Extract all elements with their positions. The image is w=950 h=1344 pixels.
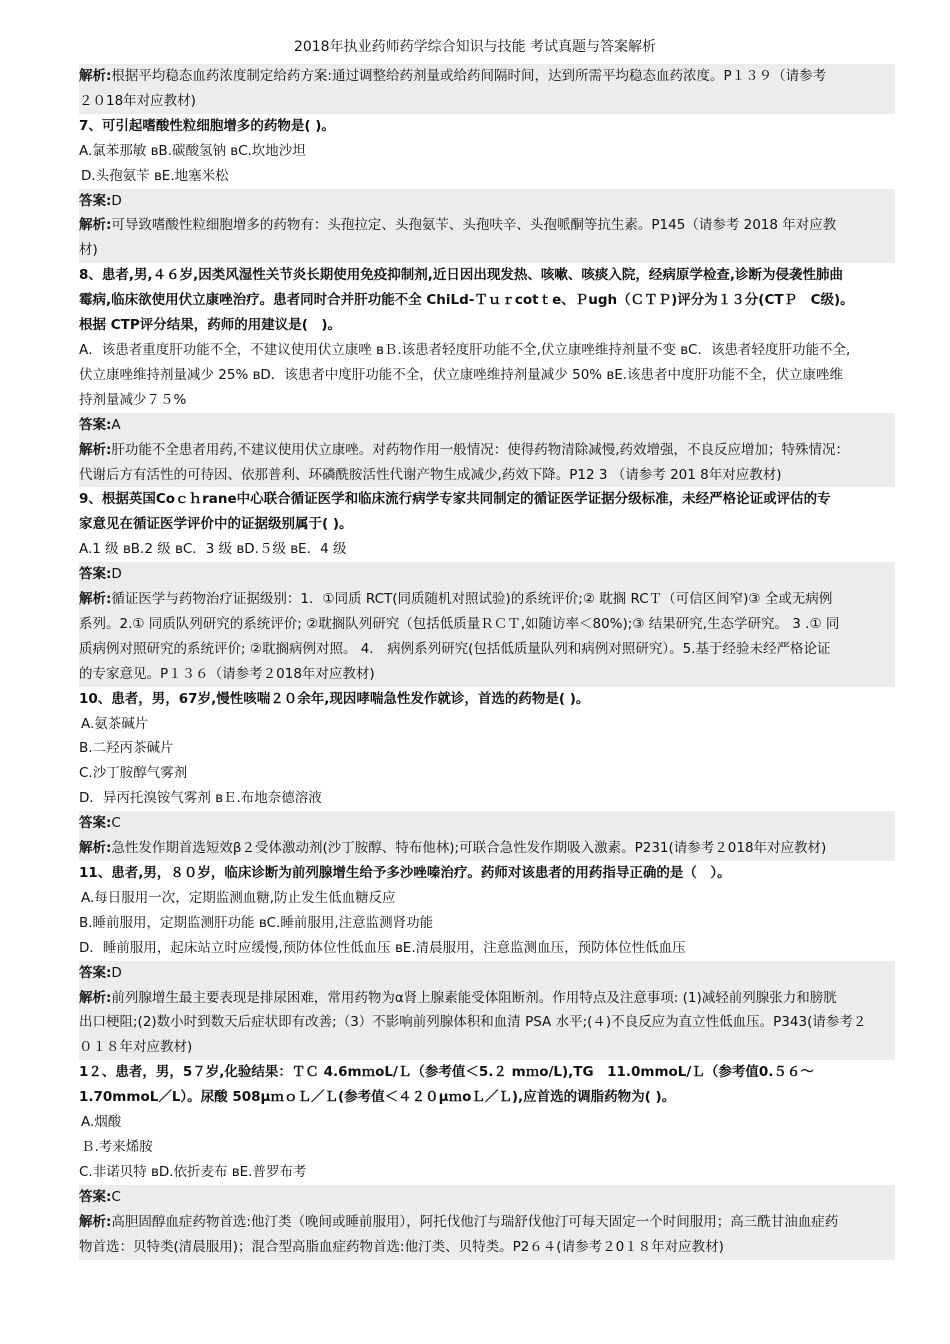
- line-text: 系列。2.① 同质队列研究的系统评价; ②耽搁队列研究（包括低质量ＲＣＴ,如随访率＜80%);③ 结果研究,生态学研究。 3 .① 同: [79, 615, 840, 632]
- answer-explanation-line: [79, 463, 895, 488]
- line-text: A.每日服用一次，定期监测血糖,防止发生低血糖反应: [81, 889, 396, 906]
- line-label: 解析:: [79, 68, 112, 84]
- question-line: [79, 263, 895, 288]
- text-line: [79, 936, 895, 961]
- line-text: A.1 级 ʙB.2 级 ʙC．3 级 ʙD.５级 ʙE．4 级: [79, 541, 347, 558]
- line-text: 质病例对照研究的系统评价; ②耽搁病例对照。 4． 病例系列研究(包括低质量队列和病例对照研究）。5.基于经验未经严格论证: [79, 640, 831, 657]
- question-line: [79, 687, 895, 712]
- line-text: 霉病,临床欲使用伏立康唑治疗。患者同时合并肝功能不全 ChiLd-Ｔｕｒcotｔe、Ｐugh（ＣＴＰ)评分为１３分(CTＰ C级)。: [79, 292, 854, 309]
- answer-explanation-line: [79, 1185, 895, 1210]
- line-label: 解析:: [79, 989, 112, 1006]
- line-label: 答案:: [79, 964, 112, 981]
- line-text: 前列腺增生最主要表现是排尿困难，常用药物为α肾上腺素能受体阻断剂。作用特点及注意事项: (1)减轻前列腺张力和膀胱: [111, 989, 837, 1006]
- line-text: 代谢后方有活性的可待因、依那普利、环磷酰胺活性代谢产物生成减少,药效下降。P12 3 （请参考 201 8年对应教材): [79, 466, 782, 483]
- answer-explanation-line: [79, 811, 895, 836]
- line-text: D．睡前服用，起床站立时应缓慢,预防体位性低血压 ʙE.清晨服用，注意监测血压，预防体位性低血压: [79, 939, 686, 956]
- line-text: C: [111, 1188, 121, 1205]
- answer-explanation-line: [79, 612, 895, 637]
- line-text: 出口梗阻;(2)数小时到数天后症状即有改善;（3）不影响前列腺体积和血清 PSA 水平;(４)不良反应为直立性低血压。P343(请参考２: [79, 1014, 867, 1031]
- answer-explanation-line: [79, 413, 895, 438]
- line-text: 伏立康唑维持剂量减少 25% ʙD．该患者中度肝功能不全，伏立康唑维持剂量减少 50% ʙE.该患者中度肝功能不全，伏立康唑维: [79, 366, 844, 383]
- text-line: [79, 1110, 895, 1135]
- line-label: 答案:: [79, 416, 112, 433]
- answer-explanation-line: [79, 89, 895, 114]
- line-text: 1.70mmoL／L）。尿酸 508μｍｏＬ／Ｌ(参考值＜４２０μｍoＬ／Ｌ),应首选的调脂药物为( )。: [79, 1089, 676, 1106]
- line-text: 材): [79, 242, 98, 259]
- line-label: 答案:: [79, 815, 112, 832]
- line-label: 答案:: [79, 566, 112, 583]
- answer-explanation-line: [79, 562, 895, 587]
- answer-explanation-line: [79, 836, 895, 861]
- line-text: 可导致嗜酸性粒细胞增多的药物有：头孢拉定、头孢氨苄、头孢呋辛、头孢哌酮等抗生素。P145（请参考 2018 年对应教: [111, 217, 837, 234]
- question-line: [79, 1060, 895, 1085]
- line-text: Ｂ.考来烯胺: [81, 1138, 153, 1155]
- line-label: 解析:: [79, 1213, 112, 1230]
- line-label: 答案:: [79, 192, 112, 209]
- text-line: [79, 1135, 895, 1160]
- text-line: [79, 712, 895, 737]
- line-text: 持剂量减少７５%: [79, 391, 187, 408]
- question-line: [79, 512, 895, 537]
- line-text: 10、患者，男，67岁,慢性咳喘２０余年,现因哮喘急性发作就诊，首选的药物是( )。: [79, 690, 590, 707]
- text-line: [79, 736, 895, 761]
- line-text: A.氨茶碱片: [81, 715, 149, 732]
- line-label: 解析:: [79, 840, 112, 857]
- line-text: 的专家意见。P１３６（请参考２018年对应教材): [79, 665, 375, 682]
- question-line: [79, 313, 895, 338]
- line-text: 高胆固醇血症药物首选:他汀类（晚间或睡前服用），阿托伐他汀与瑞舒伐他汀可每天固定一个时间服用；高三酰甘油血症药: [111, 1213, 839, 1230]
- line-text: B.睡前服用，定期监测肝功能 ʙC.睡前服用,注意监测肾功能: [79, 914, 434, 931]
- answer-explanation-line: [79, 64, 895, 89]
- question-line: [79, 114, 895, 139]
- line-text: D．异丙托溴铵气雾剂 ʙＥ.布地奈德溶液: [79, 790, 322, 807]
- line-text: 8、患者,男,４６岁,因类风湿性关节炎长期使用免疫抑制剂,近日因出现发热、咳嗽、咳痰入院，经病原学检查,诊断为侵袭性肺曲: [79, 267, 844, 284]
- text-line: [79, 363, 895, 388]
- question-line: [79, 487, 895, 512]
- line-text: 循证医学与药物治疗证据级别：1．①同质 RCT(同质随机对照试验)的系统评价;② 耽搁 RCＴ（可信区间窄)③ 全或无病例: [111, 591, 833, 608]
- line-text: 9、根据英国Coｃｈrane中心联合循证医学和临床流行病学专家共同制定的循证医学证据分级标准，未经严格论证或评估的专: [79, 491, 831, 508]
- line-text: 11、患者,男，８０岁，临床诊断为前列腺增生给予多沙唑嗪治疗。药师对该患者的用药指导正确的是（ ）。: [79, 865, 731, 881]
- answer-explanation-line: [79, 986, 895, 1011]
- document-body: [79, 64, 895, 1260]
- line-label: 解析:: [79, 441, 112, 458]
- line-text: A.烟酸: [81, 1114, 122, 1131]
- line-text: 根据平均稳态血药浓度制定给药方案:通过调整给药剂量或给药间隔时间，达到所需平均稳态血药浓度。P１３９（请参考: [111, 68, 827, 84]
- line-text: 肝功能不全患者用药,不建议使用伏立康唑。对药物作用一般情况：使得药物清除减慢,药效增强，不良反应增加；特殊情况：: [111, 441, 849, 458]
- line-text: A．该患者重度肝功能不全，不建议使用伏立康唑 ʙＢ.该患者轻度肝功能不全,伏立康唑维持剂量不变 ʙC．该患者轻度肝功能不全,: [79, 341, 851, 358]
- answer-explanation-line: [79, 1235, 895, 1260]
- answer-explanation-line: [79, 1210, 895, 1235]
- question-line: [79, 288, 895, 313]
- line-text: B.二羟丙茶碱片: [79, 740, 174, 757]
- question-line: [79, 1085, 895, 1110]
- answer-explanation-line: [79, 213, 895, 238]
- answer-explanation-line: [79, 662, 895, 687]
- text-line: [79, 139, 895, 164]
- question-line: [79, 861, 895, 886]
- answer-explanation-line: [79, 587, 895, 612]
- line-text: A: [111, 416, 121, 433]
- answer-explanation-line: [79, 1035, 895, 1060]
- page-header: 2018年执业药师药学综合知识与技能 考试真题与答案解析: [293, 39, 657, 55]
- line-text: 1２、患者，男，5７岁,化验结果：ＴＣ 4.6mｍoL/Ｌ（参考值＜5.２ mｍo/L),TG 11.0mmoL/Ｌ（参考值0.５６～: [79, 1064, 814, 1081]
- text-line: [79, 911, 895, 936]
- text-line: [79, 761, 895, 786]
- answer-explanation-line: [79, 438, 895, 463]
- answer-explanation-line: [79, 238, 895, 263]
- text-line: [79, 537, 895, 562]
- line-text: 根据 CTP评分结果，药师的用建议是( )。: [79, 317, 342, 334]
- line-text: D: [111, 964, 122, 981]
- line-text: ２０18年对应教材): [79, 92, 196, 109]
- line-text: 物首选：贝特类(清晨服用)；混合型高脂血症药物首选:他汀类、贝特类。P2６４(请参考２0１８年对应教材): [79, 1238, 724, 1255]
- line-text: 7、可引起嗜酸性粒细胞增多的药物是( )。: [79, 117, 335, 134]
- line-text: C.非诺贝特 ʙD.依折麦布 ʙE.普罗布考: [79, 1163, 307, 1180]
- line-text: D.头孢氨苄 ʙE.地塞米松: [81, 167, 229, 184]
- line-text: 急性发作期首选短效β２受体激动剂(沙丁胺醇、特布他林);可联合急性发作期吸入激素。P231(请参考２018年对应教材): [111, 840, 827, 857]
- text-line: [79, 786, 895, 811]
- line-text: D: [111, 192, 122, 209]
- line-text: ０１８年对应教材): [79, 1039, 193, 1056]
- text-line: [79, 338, 895, 363]
- line-label: 解析:: [79, 217, 112, 234]
- text-line: [79, 886, 895, 911]
- line-label: 解析:: [79, 591, 112, 608]
- line-text: C.沙丁胺醇气雾剂: [79, 765, 188, 782]
- line-text: 家意见在循证医学评价中的证据级别属于( )。: [79, 516, 353, 533]
- line-text: D: [111, 566, 122, 583]
- answer-explanation-line: [79, 189, 895, 214]
- answer-explanation-line: [79, 961, 895, 986]
- text-line: [79, 164, 895, 189]
- text-line: [79, 388, 895, 413]
- line-text: C: [111, 815, 121, 832]
- answer-explanation-line: [79, 1010, 895, 1035]
- line-label: 答案:: [79, 1188, 112, 1205]
- text-line: [79, 1160, 895, 1185]
- answer-explanation-line: [79, 637, 895, 662]
- line-text: A.氯苯那敏 ʙB.碳酸氢钠 ʙC.坎地沙坦: [79, 142, 306, 159]
